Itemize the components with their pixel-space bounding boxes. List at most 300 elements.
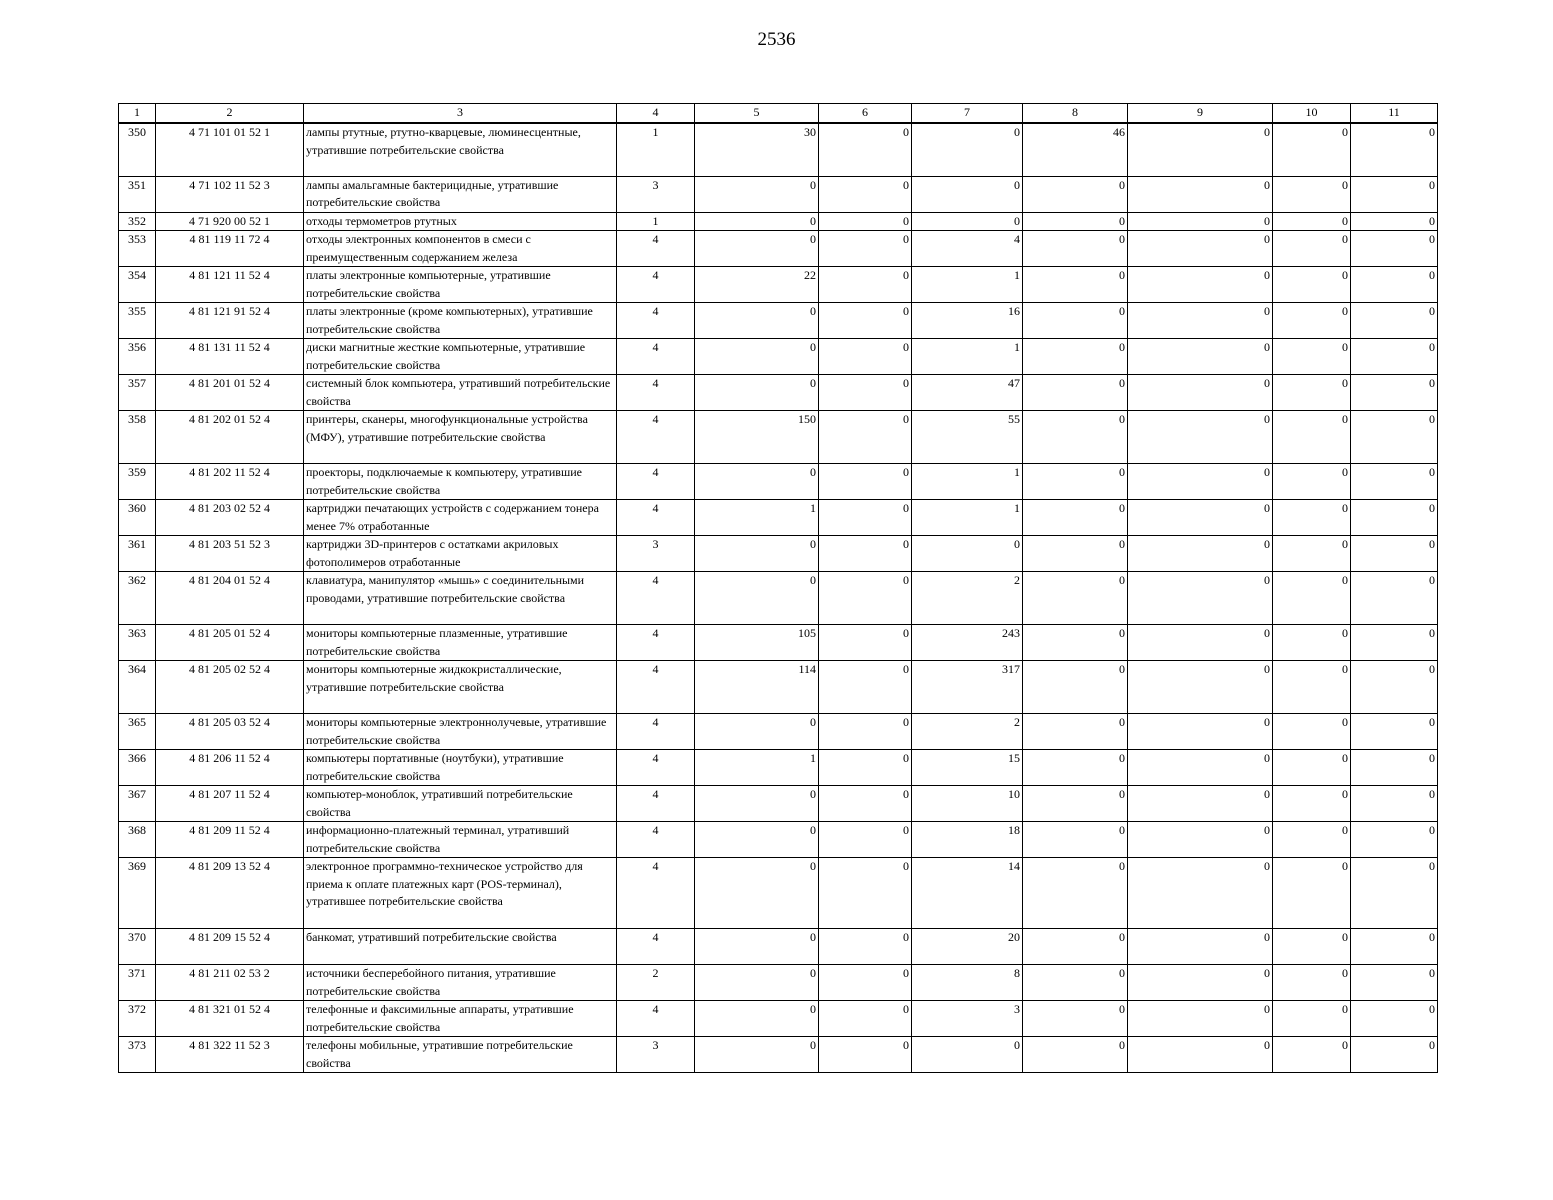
table-row [119, 858, 1438, 929]
value-cell-col-11: 0 [1351, 714, 1438, 750]
table-row [119, 231, 1438, 267]
value-cell-col-11: 0 [1351, 750, 1438, 786]
waste-code-cell: 4 81 209 11 52 4 [156, 822, 304, 858]
table-row [119, 176, 1438, 212]
value-cell-col-8: 0 [1023, 267, 1128, 303]
waste-code-cell: 4 81 121 11 52 4 [156, 267, 304, 303]
value-cell-col-5: 0 [695, 786, 819, 822]
waste-name-cell: платы электронные компьютерные, утратившие потребительские свойства [304, 267, 617, 303]
waste-code-cell: 4 81 209 13 52 4 [156, 858, 304, 929]
value-cell-col-9: 0 [1128, 536, 1273, 572]
value-cell-col-9: 0 [1128, 572, 1273, 625]
hazard-class-cell: 2 [617, 965, 695, 1001]
waste-code-cell: 4 81 211 02 53 2 [156, 965, 304, 1001]
value-cell-col-5: 0 [695, 965, 819, 1001]
table-row [119, 929, 1438, 965]
value-cell-col-10: 0 [1273, 822, 1351, 858]
value-cell-col-8: 0 [1023, 536, 1128, 572]
value-cell-col-5: 0 [695, 822, 819, 858]
value-cell-col-10: 0 [1273, 536, 1351, 572]
row-number-cell: 350 [119, 123, 156, 176]
value-cell-col-7: 317 [912, 661, 1023, 714]
value-cell-col-11: 0 [1351, 267, 1438, 303]
waste-name-cell: информационно-платежный терминал, утративший потребительские свойства [304, 822, 617, 858]
hazard-class-cell: 4 [617, 231, 695, 267]
value-cell-col-6: 0 [819, 500, 912, 536]
value-cell-col-11: 0 [1351, 786, 1438, 822]
value-cell-col-7: 1 [912, 267, 1023, 303]
value-cell-col-8: 0 [1023, 1037, 1128, 1073]
value-cell-col-6: 0 [819, 231, 912, 267]
table-row [119, 1001, 1438, 1037]
value-cell-col-7: 14 [912, 858, 1023, 929]
value-cell-col-6: 0 [819, 1037, 912, 1073]
hazard-class-cell: 4 [617, 625, 695, 661]
value-cell-col-5: 0 [695, 375, 819, 411]
value-cell-col-10: 0 [1273, 714, 1351, 750]
value-cell-col-11: 0 [1351, 212, 1438, 231]
value-cell-col-9: 0 [1128, 714, 1273, 750]
value-cell-col-10: 0 [1273, 375, 1351, 411]
waste-name-cell: диски магнитные жесткие компьютерные, утратившие потребительские свойства [304, 339, 617, 375]
value-cell-col-10: 0 [1273, 572, 1351, 625]
table-row [119, 339, 1438, 375]
value-cell-col-9: 0 [1128, 123, 1273, 176]
value-cell-col-7: 0 [912, 123, 1023, 176]
row-number-cell: 364 [119, 661, 156, 714]
value-cell-col-9: 0 [1128, 500, 1273, 536]
value-cell-col-10: 0 [1273, 500, 1351, 536]
value-cell-col-10: 0 [1273, 625, 1351, 661]
column-header-4: 4 [617, 104, 695, 124]
value-cell-col-9: 0 [1128, 965, 1273, 1001]
value-cell-col-5: 0 [695, 572, 819, 625]
header-row [119, 104, 1438, 124]
value-cell-col-8: 0 [1023, 303, 1128, 339]
value-cell-col-6: 0 [819, 411, 912, 464]
hazard-class-cell: 4 [617, 786, 695, 822]
hazard-class-cell: 4 [617, 411, 695, 464]
value-cell-col-8: 0 [1023, 625, 1128, 661]
waste-code-cell: 4 81 321 01 52 4 [156, 1001, 304, 1037]
value-cell-col-10: 0 [1273, 965, 1351, 1001]
waste-name-cell: мониторы компьютерные жидкокристаллические, утратившие потребительские свойства [304, 661, 617, 714]
value-cell-col-11: 0 [1351, 123, 1438, 176]
value-cell-col-10: 0 [1273, 858, 1351, 929]
hazard-class-cell: 4 [617, 303, 695, 339]
value-cell-col-9: 0 [1128, 929, 1273, 965]
value-cell-col-8: 0 [1023, 375, 1128, 411]
value-cell-col-6: 0 [819, 123, 912, 176]
value-cell-col-9: 0 [1128, 231, 1273, 267]
value-cell-col-10: 0 [1273, 212, 1351, 231]
value-cell-col-9: 0 [1128, 625, 1273, 661]
column-header-6: 6 [819, 104, 912, 124]
value-cell-col-11: 0 [1351, 411, 1438, 464]
value-cell-col-8: 0 [1023, 786, 1128, 822]
value-cell-col-5: 105 [695, 625, 819, 661]
value-cell-col-9: 0 [1128, 411, 1273, 464]
waste-code-cell: 4 81 209 15 52 4 [156, 929, 304, 965]
value-cell-col-5: 0 [695, 929, 819, 965]
value-cell-col-5: 1 [695, 500, 819, 536]
row-number-cell: 366 [119, 750, 156, 786]
table-row [119, 464, 1438, 500]
value-cell-col-7: 8 [912, 965, 1023, 1001]
value-cell-col-7: 15 [912, 750, 1023, 786]
hazard-class-cell: 4 [617, 822, 695, 858]
table-row [119, 786, 1438, 822]
value-cell-col-9: 0 [1128, 267, 1273, 303]
value-cell-col-6: 0 [819, 339, 912, 375]
waste-code-cell: 4 81 121 91 52 4 [156, 303, 304, 339]
column-header-5: 5 [695, 104, 819, 124]
value-cell-col-5: 1 [695, 750, 819, 786]
table-row [119, 500, 1438, 536]
value-cell-col-7: 4 [912, 231, 1023, 267]
value-cell-col-10: 0 [1273, 339, 1351, 375]
hazard-class-cell: 4 [617, 661, 695, 714]
table-row [119, 212, 1438, 231]
table-row [119, 750, 1438, 786]
hazard-class-cell: 4 [617, 1001, 695, 1037]
value-cell-col-6: 0 [819, 714, 912, 750]
row-number-cell: 351 [119, 176, 156, 212]
waste-code-cell: 4 81 202 11 52 4 [156, 464, 304, 500]
table-row [119, 411, 1438, 464]
value-cell-col-8: 0 [1023, 212, 1128, 231]
value-cell-col-7: 243 [912, 625, 1023, 661]
waste-code-cell: 4 81 322 11 52 3 [156, 1037, 304, 1073]
row-number-cell: 358 [119, 411, 156, 464]
value-cell-col-10: 0 [1273, 411, 1351, 464]
table-row [119, 822, 1438, 858]
value-cell-col-9: 0 [1128, 750, 1273, 786]
waste-code-cell: 4 71 920 00 52 1 [156, 212, 304, 231]
waste-name-cell: картриджи 3D-принтеров с остатками акриловых фотополимеров отработанные [304, 536, 617, 572]
value-cell-col-8: 0 [1023, 1001, 1128, 1037]
value-cell-col-5: 0 [695, 714, 819, 750]
value-cell-col-11: 0 [1351, 965, 1438, 1001]
table-header [119, 104, 1438, 124]
value-cell-col-5: 0 [695, 212, 819, 231]
value-cell-col-5: 30 [695, 123, 819, 176]
value-cell-col-10: 0 [1273, 750, 1351, 786]
row-number-cell: 357 [119, 375, 156, 411]
value-cell-col-11: 0 [1351, 500, 1438, 536]
waste-code-cell: 4 81 119 11 72 4 [156, 231, 304, 267]
hazard-class-cell: 1 [617, 212, 695, 231]
waste-code-cell: 4 81 207 11 52 4 [156, 786, 304, 822]
column-header-10: 10 [1273, 104, 1351, 124]
value-cell-col-6: 0 [819, 267, 912, 303]
value-cell-col-7: 55 [912, 411, 1023, 464]
value-cell-col-6: 0 [819, 464, 912, 500]
value-cell-col-7: 20 [912, 929, 1023, 965]
value-cell-col-9: 0 [1128, 212, 1273, 231]
value-cell-col-11: 0 [1351, 464, 1438, 500]
waste-report-table [118, 103, 1438, 1073]
value-cell-col-5: 0 [695, 303, 819, 339]
value-cell-col-10: 0 [1273, 464, 1351, 500]
waste-name-cell: мониторы компьютерные электроннолучевые, утратившие потребительские свойства [304, 714, 617, 750]
hazard-class-cell: 3 [617, 1037, 695, 1073]
waste-name-cell: мониторы компьютерные плазменные, утратившие потребительские свойства [304, 625, 617, 661]
value-cell-col-7: 3 [912, 1001, 1023, 1037]
value-cell-col-5: 150 [695, 411, 819, 464]
value-cell-col-8: 0 [1023, 176, 1128, 212]
value-cell-col-5: 114 [695, 661, 819, 714]
value-cell-col-6: 0 [819, 965, 912, 1001]
row-number-cell: 359 [119, 464, 156, 500]
waste-name-cell: картриджи печатающих устройств с содержанием тонера менее 7% отработанные [304, 500, 617, 536]
value-cell-col-5: 0 [695, 1037, 819, 1073]
hazard-class-cell: 4 [617, 375, 695, 411]
value-cell-col-8: 0 [1023, 411, 1128, 464]
value-cell-col-6: 0 [819, 536, 912, 572]
waste-name-cell: системный блок компьютера, утративший потребительские свойства [304, 375, 617, 411]
value-cell-col-9: 0 [1128, 858, 1273, 929]
value-cell-col-7: 2 [912, 714, 1023, 750]
value-cell-col-8: 0 [1023, 464, 1128, 500]
row-number-cell: 369 [119, 858, 156, 929]
value-cell-col-10: 0 [1273, 303, 1351, 339]
value-cell-col-9: 0 [1128, 1001, 1273, 1037]
value-cell-col-10: 0 [1273, 267, 1351, 303]
hazard-class-cell: 4 [617, 464, 695, 500]
page-number: 2536 [757, 29, 796, 50]
value-cell-col-11: 0 [1351, 375, 1438, 411]
value-cell-col-5: 0 [695, 464, 819, 500]
row-number-cell: 372 [119, 1001, 156, 1037]
hazard-class-cell: 4 [617, 339, 695, 375]
hazard-class-cell: 3 [617, 176, 695, 212]
hazard-class-cell: 4 [617, 500, 695, 536]
value-cell-col-5: 0 [695, 176, 819, 212]
value-cell-col-7: 2 [912, 572, 1023, 625]
waste-code-cell: 4 81 203 51 52 3 [156, 536, 304, 572]
value-cell-col-7: 0 [912, 536, 1023, 572]
row-number-cell: 371 [119, 965, 156, 1001]
column-header-2: 2 [156, 104, 304, 124]
waste-code-cell: 4 81 205 01 52 4 [156, 625, 304, 661]
value-cell-col-9: 0 [1128, 303, 1273, 339]
value-cell-col-8: 0 [1023, 965, 1128, 1001]
table-row [119, 267, 1438, 303]
hazard-class-cell: 4 [617, 858, 695, 929]
value-cell-col-6: 0 [819, 572, 912, 625]
value-cell-col-11: 0 [1351, 303, 1438, 339]
value-cell-col-7: 10 [912, 786, 1023, 822]
value-cell-col-11: 0 [1351, 339, 1438, 375]
column-header-8: 8 [1023, 104, 1128, 124]
waste-code-cell: 4 81 205 02 52 4 [156, 661, 304, 714]
value-cell-col-6: 0 [819, 625, 912, 661]
waste-name-cell: источники бесперебойного питания, утратившие потребительские свойства [304, 965, 617, 1001]
waste-code-cell: 4 71 101 01 52 1 [156, 123, 304, 176]
waste-name-cell: клавиатура, манипулятор «мышь» с соединительными проводами, утратившие потребительские свойства [304, 572, 617, 625]
hazard-class-cell: 4 [617, 714, 695, 750]
value-cell-col-5: 0 [695, 231, 819, 267]
value-cell-col-7: 1 [912, 464, 1023, 500]
waste-name-cell: лампы амальгамные бактерицидные, утратившие потребительские свойства [304, 176, 617, 212]
waste-code-cell: 4 71 102 11 52 3 [156, 176, 304, 212]
value-cell-col-11: 0 [1351, 1001, 1438, 1037]
waste-name-cell: компьютеры портативные (ноутбуки), утратившие потребительские свойства [304, 750, 617, 786]
hazard-class-cell: 1 [617, 123, 695, 176]
value-cell-col-7: 16 [912, 303, 1023, 339]
row-number-cell: 368 [119, 822, 156, 858]
value-cell-col-9: 0 [1128, 339, 1273, 375]
waste-name-cell: отходы термометров ртутных [304, 212, 617, 231]
value-cell-col-8: 0 [1023, 858, 1128, 929]
column-header-7: 7 [912, 104, 1023, 124]
hazard-class-cell: 4 [617, 929, 695, 965]
value-cell-col-9: 0 [1128, 1037, 1273, 1073]
table-row [119, 714, 1438, 750]
row-number-cell: 367 [119, 786, 156, 822]
value-cell-col-11: 0 [1351, 1037, 1438, 1073]
value-cell-col-11: 0 [1351, 176, 1438, 212]
waste-name-cell: банкомат, утративший потребительские свойства [304, 929, 617, 965]
value-cell-col-8: 0 [1023, 231, 1128, 267]
column-header-3: 3 [304, 104, 617, 124]
value-cell-col-7: 1 [912, 339, 1023, 375]
value-cell-col-8: 0 [1023, 339, 1128, 375]
value-cell-col-11: 0 [1351, 929, 1438, 965]
value-cell-col-6: 0 [819, 1001, 912, 1037]
row-number-cell: 365 [119, 714, 156, 750]
value-cell-col-9: 0 [1128, 176, 1273, 212]
waste-code-cell: 4 81 202 01 52 4 [156, 411, 304, 464]
row-number-cell: 373 [119, 1037, 156, 1073]
value-cell-col-7: 47 [912, 375, 1023, 411]
value-cell-col-5: 0 [695, 1001, 819, 1037]
value-cell-col-11: 0 [1351, 536, 1438, 572]
value-cell-col-6: 0 [819, 858, 912, 929]
value-cell-col-6: 0 [819, 750, 912, 786]
value-cell-col-8: 0 [1023, 929, 1128, 965]
value-cell-col-8: 0 [1023, 714, 1128, 750]
waste-name-cell: телефонные и факсимильные аппараты, утратившие потребительские свойства [304, 1001, 617, 1037]
value-cell-col-6: 0 [819, 176, 912, 212]
table-row [119, 661, 1438, 714]
value-cell-col-7: 1 [912, 500, 1023, 536]
value-cell-col-9: 0 [1128, 822, 1273, 858]
value-cell-col-10: 0 [1273, 123, 1351, 176]
waste-name-cell: лампы ртутные, ртутно-кварцевые, люминесцентные, утратившие потребительские свойства [304, 123, 617, 176]
value-cell-col-10: 0 [1273, 231, 1351, 267]
value-cell-col-8: 46 [1023, 123, 1128, 176]
value-cell-col-11: 0 [1351, 822, 1438, 858]
hazard-class-cell: 3 [617, 536, 695, 572]
value-cell-col-11: 0 [1351, 661, 1438, 714]
value-cell-col-8: 0 [1023, 661, 1128, 714]
row-number-cell: 360 [119, 500, 156, 536]
waste-name-cell: принтеры, сканеры, многофункциональные устройства (МФУ), утратившие потребительские свойства [304, 411, 617, 464]
value-cell-col-7: 0 [912, 176, 1023, 212]
value-cell-col-6: 0 [819, 303, 912, 339]
value-cell-col-9: 0 [1128, 661, 1273, 714]
value-cell-col-6: 0 [819, 822, 912, 858]
table-body [119, 123, 1438, 1073]
row-number-cell: 363 [119, 625, 156, 661]
table-row [119, 1037, 1438, 1073]
value-cell-col-10: 0 [1273, 1001, 1351, 1037]
table-row [119, 572, 1438, 625]
value-cell-col-6: 0 [819, 786, 912, 822]
column-header-9: 9 [1128, 104, 1273, 124]
value-cell-col-5: 0 [695, 536, 819, 572]
table-row [119, 536, 1438, 572]
value-cell-col-6: 0 [819, 212, 912, 231]
waste-code-cell: 4 81 131 11 52 4 [156, 339, 304, 375]
waste-code-cell: 4 81 203 02 52 4 [156, 500, 304, 536]
waste-code-cell: 4 81 201 01 52 4 [156, 375, 304, 411]
value-cell-col-11: 0 [1351, 858, 1438, 929]
value-cell-col-5: 0 [695, 339, 819, 375]
value-cell-col-6: 0 [819, 929, 912, 965]
table-row [119, 303, 1438, 339]
row-number-cell: 356 [119, 339, 156, 375]
row-number-cell: 361 [119, 536, 156, 572]
waste-name-cell: телефоны мобильные, утратившие потребительские свойства [304, 1037, 617, 1073]
value-cell-col-10: 0 [1273, 786, 1351, 822]
value-cell-col-6: 0 [819, 661, 912, 714]
value-cell-col-9: 0 [1128, 786, 1273, 822]
waste-code-cell: 4 81 206 11 52 4 [156, 750, 304, 786]
row-number-cell: 354 [119, 267, 156, 303]
waste-code-cell: 4 81 204 01 52 4 [156, 572, 304, 625]
value-cell-col-9: 0 [1128, 464, 1273, 500]
value-cell-col-7: 0 [912, 1037, 1023, 1073]
hazard-class-cell: 4 [617, 750, 695, 786]
value-cell-col-11: 0 [1351, 572, 1438, 625]
table-row [119, 123, 1438, 176]
value-cell-col-10: 0 [1273, 661, 1351, 714]
value-cell-col-5: 0 [695, 858, 819, 929]
row-number-cell: 362 [119, 572, 156, 625]
value-cell-col-7: 0 [912, 212, 1023, 231]
row-number-cell: 352 [119, 212, 156, 231]
waste-name-cell: отходы электронных компонентов в смеси с преимущественным содержанием железа [304, 231, 617, 267]
table-row [119, 625, 1438, 661]
value-cell-col-10: 0 [1273, 176, 1351, 212]
waste-name-cell: электронное программно-техническое устройство для приема к оплате платежных карт (POS-терминал), утратившее потребительские свойства [304, 858, 617, 929]
value-cell-col-10: 0 [1273, 929, 1351, 965]
value-cell-col-5: 22 [695, 267, 819, 303]
value-cell-col-8: 0 [1023, 500, 1128, 536]
value-cell-col-8: 0 [1023, 822, 1128, 858]
table-row [119, 375, 1438, 411]
hazard-class-cell: 4 [617, 267, 695, 303]
waste-name-cell: компьютер-моноблок, утративший потребительские свойства [304, 786, 617, 822]
row-number-cell: 370 [119, 929, 156, 965]
value-cell-col-7: 18 [912, 822, 1023, 858]
table-row [119, 965, 1438, 1001]
waste-name-cell: проекторы, подключаемые к компьютеру, утратившие потребительские свойства [304, 464, 617, 500]
value-cell-col-11: 0 [1351, 625, 1438, 661]
value-cell-col-11: 0 [1351, 231, 1438, 267]
value-cell-col-6: 0 [819, 375, 912, 411]
value-cell-col-10: 0 [1273, 1037, 1351, 1073]
value-cell-col-8: 0 [1023, 572, 1128, 625]
value-cell-col-8: 0 [1023, 750, 1128, 786]
value-cell-col-9: 0 [1128, 375, 1273, 411]
waste-name-cell: платы электронные (кроме компьютерных), утратившие потребительские свойства [304, 303, 617, 339]
row-number-cell: 353 [119, 231, 156, 267]
waste-code-cell: 4 81 205 03 52 4 [156, 714, 304, 750]
